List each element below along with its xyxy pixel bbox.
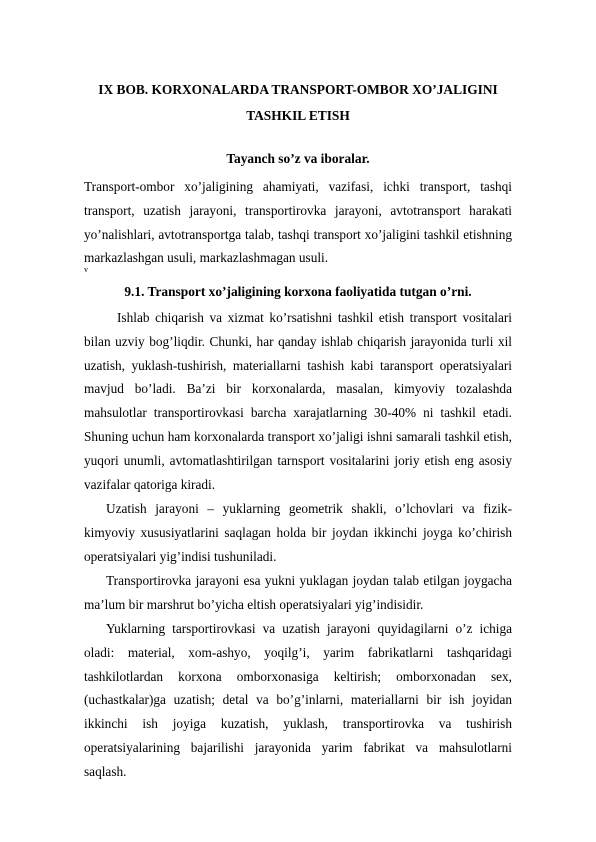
keywords-heading: Tayanch so’z va iboralar. [226,151,370,166]
paragraph: Yuklarning tarsportirovkasi va uzatish jarayoni quyidagilarni o’z ichiga oladi: material, xom-ashyo, yoqilg’i, yarim fabrikatlarni tashqaridagi tashkilotlardan korxona omborxonasiga keltirish; omborxonadan sex, (uchastkalar)ga uzatish; detal va bo’g’inlarni, materiallarni bir ish joyidan ikkinchi ish joyiga kuzatish, yuklash, transportirovka va tushirish operatsiyalarining bajarilishi jarayonida yarim fabrikat va mahsulotlarni saqlash. [84,621,512,779]
list-marker: v [84,265,88,274]
paragraph: Transportirovka jarayoni esa yukni yuklagan joydan talab etilgan joygacha ma’lum bir marshrut bo’yicha eltish operatsiyalari yig’indisidir. [84,573,512,612]
paragraph: Uzatish jarayoni – yuklarning geometrik shakli, o’lchovlari va fizik-kimyoviy xususiyatlarini saqlagan holda bir joydan ikkinchi joyga ko’chirish operatsiyalari yig’indisi tushuniladi. [84,501,512,564]
keywords-text: Transport-ombor xo’jaligining ahamiyati, vazifasi, ichki transport, tashqi transport, uzatish jarayoni, transportirovka jarayoni, avtotransport harakati yo’nalishlari, avtotransportga talab, tashqi transport xo’jaligini tashkil etishning markazlashgan usuli, markazlashmagan usuli. [84,179,512,266]
chapter-title-line-2: TASHKIL ETISH [246,108,350,123]
section-heading: 9.1. Transport xo’jaligining korxona faoliyatida tutgan o’rni. [124,284,472,299]
paragraph: Ishlab chiqarish va xizmat ko’rsatishni tashkil etish transport vositalari bilan uzviy bog’liqdir. Chunki, har qanday ishlab chiqarish jarayonida turli xil uzatish, yuklash-tushirish, materiallarni tashish kabi taransport operatsiyalari mavjud bo’ladi. Ba’zi bir korxonalarda, masalan, kimyoviy tozalashda mahsulotlar transportirovkasi barcha xarajatlarning 30-40% ni tashkil etadi. Shuning uchun ham korxonalarda transport xo’jaligi ishni samarali tashkil etish, yuqori unumli, avtomatlashtirilgan tarnsport vositalarini joriy etish eng asosiy vazifalar qatoriga kiradi. [84,310,512,492]
chapter-title [84,77,512,129]
chapter-title-line-1: IX BOB. KORXONALARDA TRANSPORT-OMBOR XO’JALIGINI [98,82,498,97]
